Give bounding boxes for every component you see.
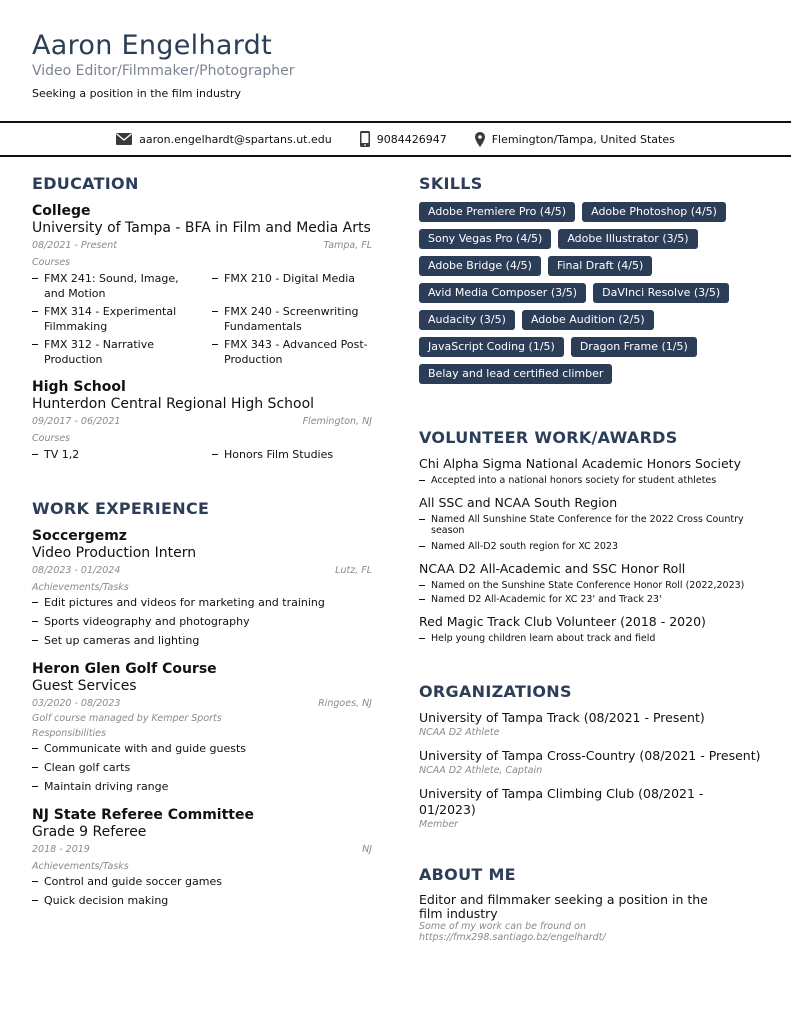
skills-list — [419, 202, 764, 384]
education-level: High School — [32, 379, 126, 395]
volunteer-bullet: Named All-D2 south region for XC 2023 — [419, 541, 764, 552]
organization-title: University of Tampa Track (08/2021 - Present) — [419, 710, 705, 725]
education-meta — [32, 415, 372, 429]
organization-entry — [419, 786, 764, 831]
course-item: Honors Film Studies — [212, 447, 372, 462]
volunteer-entry — [419, 456, 764, 486]
courses-label: Courses — [32, 257, 71, 268]
contact-email[interactable] — [116, 133, 332, 146]
work-role: Grade 9 Referee — [32, 824, 147, 840]
course-item: FMX 312 - Narrative Production — [32, 337, 192, 367]
work-bullet: Maintain driving range — [32, 779, 372, 794]
education-entry-college — [32, 202, 372, 370]
education-school: Hunterdon Central Regional High School — [32, 396, 315, 412]
work-location: Ringoes, NJ — [318, 698, 372, 709]
contact-location — [475, 132, 675, 147]
about-text: Editor and filmmaker seeking a position in the film industry — [419, 892, 708, 921]
contact-bar — [0, 121, 791, 157]
volunteer-heading: VOLUNTEER WORK/AWARDS — [419, 428, 678, 447]
work-dates: 2018 - 2019 — [32, 844, 90, 855]
work-note: Golf course managed by Kemper Sports — [32, 713, 222, 724]
work-location: Lutz, FL — [335, 565, 372, 576]
work-dates: 03/2020 - 08/2023 — [32, 698, 121, 709]
contact-phone[interactable] — [360, 131, 447, 147]
course-item: FMX 343 - Advanced Post-Production — [212, 337, 372, 367]
organization-entry — [419, 748, 764, 777]
skill-tag: Adobe Photoshop (4/5) — [582, 202, 726, 222]
skill-tag: DaVInci Resolve (3/5) — [593, 283, 729, 303]
education-dates: 08/2021 - Present — [32, 240, 117, 251]
work-role: Video Production Intern — [32, 545, 197, 561]
skill-tag: Adobe Premiere Pro (4/5) — [419, 202, 575, 222]
work-entry — [32, 660, 372, 794]
education-school: University of Tampa - BFA in Film and Media Arts — [32, 220, 371, 236]
organization-entry — [419, 710, 764, 739]
phone-text: 9084426947 — [376, 132, 447, 146]
about-note: Some of my work can be fround on — [419, 921, 587, 932]
work-dates: 08/2023 - 01/2024 — [32, 565, 121, 576]
volunteer-entry — [419, 495, 764, 552]
education-entry-highschool — [32, 378, 372, 465]
location-text: Flemington/Tampa, United States — [491, 132, 675, 146]
right-column — [419, 172, 764, 943]
about-heading: ABOUT ME — [419, 865, 516, 884]
education-dates: 09/2017 - 06/2021 — [32, 416, 121, 427]
organization-note: NCAA D2 Athlete, Captain — [419, 765, 543, 776]
work-meta — [32, 564, 372, 578]
work-meta — [32, 843, 372, 857]
volunteer-title: Red Magic Track Club Volunteer (2018 - 2020) — [419, 614, 706, 629]
course-list — [32, 447, 372, 465]
volunteer-bullet: Help young children learn about track and field — [419, 633, 764, 644]
volunteer-title: All SSC and NCAA South Region — [419, 495, 618, 510]
skill-tag: Final Draft (4/5) — [548, 256, 652, 276]
work-entry — [32, 806, 372, 908]
left-column — [32, 172, 372, 908]
work-bullet: Communicate with and guide guests — [32, 741, 372, 756]
organization-note: Member — [419, 819, 459, 830]
work-bullet: Quick decision making — [32, 893, 372, 908]
work-list-label: Achievements/Tasks — [32, 582, 129, 593]
course-item: FMX 210 - Digital Media — [212, 271, 372, 301]
portfolio-link[interactable]: https://fmx298.santiago.bz/engelhardt/ — [419, 932, 606, 943]
skill-tag: Sony Vegas Pro (4/5) — [419, 229, 551, 249]
education-meta — [32, 239, 372, 253]
candidate-subtitle: Video Editor/Filmmaker/Photographer — [32, 63, 295, 79]
work-bullet: Control and guide soccer games — [32, 874, 372, 889]
skill-tag: JavaScript Coding (1/5) — [419, 337, 564, 357]
skill-tag: Audacity (3/5) — [419, 310, 515, 330]
course-item: FMX 241: Sound, Image, and Motion — [32, 271, 192, 301]
volunteer-bullet: Named All Sunshine State Conference for the 2022 Cross Country season — [419, 514, 764, 536]
phone-icon — [360, 131, 370, 147]
skill-tag: Belay and lead certified climber — [419, 364, 612, 384]
course-list — [32, 271, 372, 370]
map-pin-icon — [475, 132, 485, 147]
work-bullet: Edit pictures and videos for marketing and training — [32, 595, 372, 610]
work-bullet: Sports videography and photography — [32, 614, 372, 629]
education-location: Tampa, FL — [323, 240, 372, 251]
course-item: TV 1,2 — [32, 447, 192, 462]
volunteer-entry — [419, 561, 764, 605]
email-text: aaron.engelhardt@spartans.ut.edu — [139, 132, 332, 146]
work-list-label: Achievements/Tasks — [32, 861, 129, 872]
education-heading: EDUCATION — [32, 174, 139, 193]
volunteer-title: Chi Alpha Sigma National Academic Honors Society — [419, 456, 741, 471]
work-company: Heron Glen Golf Course — [32, 661, 217, 677]
course-item: FMX 240 - Screenwriting Fundamentals — [212, 304, 372, 334]
about-section — [419, 893, 764, 943]
skill-tag: Adobe Illustrator (3/5) — [558, 229, 697, 249]
organization-title: University of Tampa Cross-Country (08/2021 - Present) — [419, 748, 761, 763]
work-entry — [32, 527, 372, 648]
organizations-heading: ORGANIZATIONS — [419, 682, 572, 701]
work-company: NJ State Referee Committee — [32, 807, 254, 823]
work-location: NJ — [362, 844, 372, 855]
skill-tag: Dragon Frame (1/5) — [571, 337, 697, 357]
work-list-label: Responsibilities — [32, 728, 106, 739]
volunteer-entry — [419, 614, 764, 644]
volunteer-bullet: Named D2 All-Academic for XC 23' and Track 23' — [419, 594, 764, 605]
work-bullet: Clean golf carts — [32, 760, 372, 775]
organization-title: University of Tampa Climbing Club (08/2021 - 01/2023) — [419, 786, 704, 817]
organization-note: NCAA D2 Athlete — [419, 727, 500, 738]
skill-tag: Avid Media Composer (3/5) — [419, 283, 586, 303]
education-level: College — [32, 203, 91, 219]
skill-tag: Adobe Bridge (4/5) — [419, 256, 541, 276]
volunteer-bullet: Accepted into a national honors society for student athletes — [419, 475, 764, 486]
course-item: FMX 314 - Experimental Filmmaking — [32, 304, 192, 334]
work-meta — [32, 697, 372, 711]
work-role: Guest Services — [32, 678, 137, 694]
resume-header — [32, 30, 772, 101]
work-bullet: Set up cameras and lighting — [32, 633, 372, 648]
volunteer-bullet: Named on the Sunshine State Conference Honor Roll (2022,2023) — [419, 580, 764, 591]
work-company: Soccergemz — [32, 528, 127, 544]
volunteer-title: NCAA D2 All-Academic and SSC Honor Roll — [419, 561, 686, 576]
skills-heading: SKILLS — [419, 174, 483, 193]
education-location: Flemington, NJ — [302, 416, 372, 427]
courses-label: Courses — [32, 433, 71, 444]
candidate-tagline: Seeking a position in the film industry — [32, 87, 242, 100]
skill-tag: Adobe Audition (2/5) — [522, 310, 654, 330]
envelope-icon — [116, 133, 132, 145]
candidate-name: Aaron Engelhardt — [32, 30, 272, 61]
work-heading: WORK EXPERIENCE — [32, 499, 210, 518]
